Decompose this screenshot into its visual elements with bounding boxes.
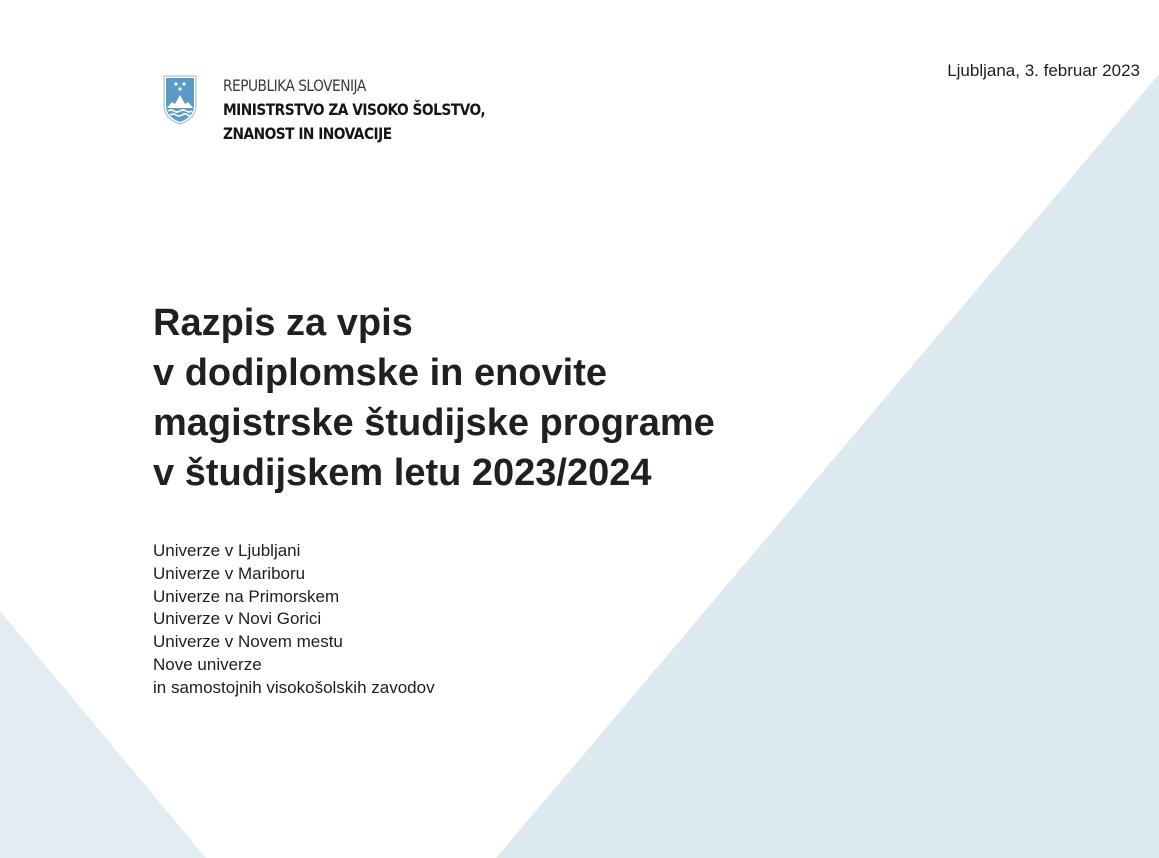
document-date: Ljubljana, 3. februar 2023	[947, 61, 1140, 80]
institutions-list	[153, 540, 435, 700]
ministry-name	[223, 74, 485, 146]
logo-line-republic: REPUBLIKA SLOVENIJA	[223, 76, 366, 95]
document-title	[153, 298, 715, 498]
title-line: Razpis za vpis	[153, 302, 413, 344]
institution-item: Univerze v Ljubljani	[153, 541, 301, 560]
title-line: v študijskem letu 2023/2024	[153, 452, 652, 494]
logo-line-ministry-cont: ZNANOST IN INOVACIJE	[223, 124, 392, 143]
ministry-logo	[162, 74, 486, 143]
logo-line-ministry: MINISTRSTVO ZA VISOKO ŠOLSTVO,	[223, 100, 486, 119]
institution-item: Univerze na Primorskem	[153, 586, 340, 606]
institution-item: Univerze v Mariboru	[153, 563, 306, 583]
institution-item: Nove univerze	[153, 654, 262, 674]
coat-of-arms-icon	[162, 75, 198, 125]
title-line: magistrske študijske programe	[153, 402, 715, 444]
title-line: v dodiplomske in enovite	[153, 352, 607, 394]
institution-item: Univerze v Novi Gorici	[153, 609, 322, 629]
institution-item: Univerze v Novem mestu	[153, 632, 343, 652]
institution-item: in samostojnih visokošolskih zavodov	[153, 677, 435, 697]
